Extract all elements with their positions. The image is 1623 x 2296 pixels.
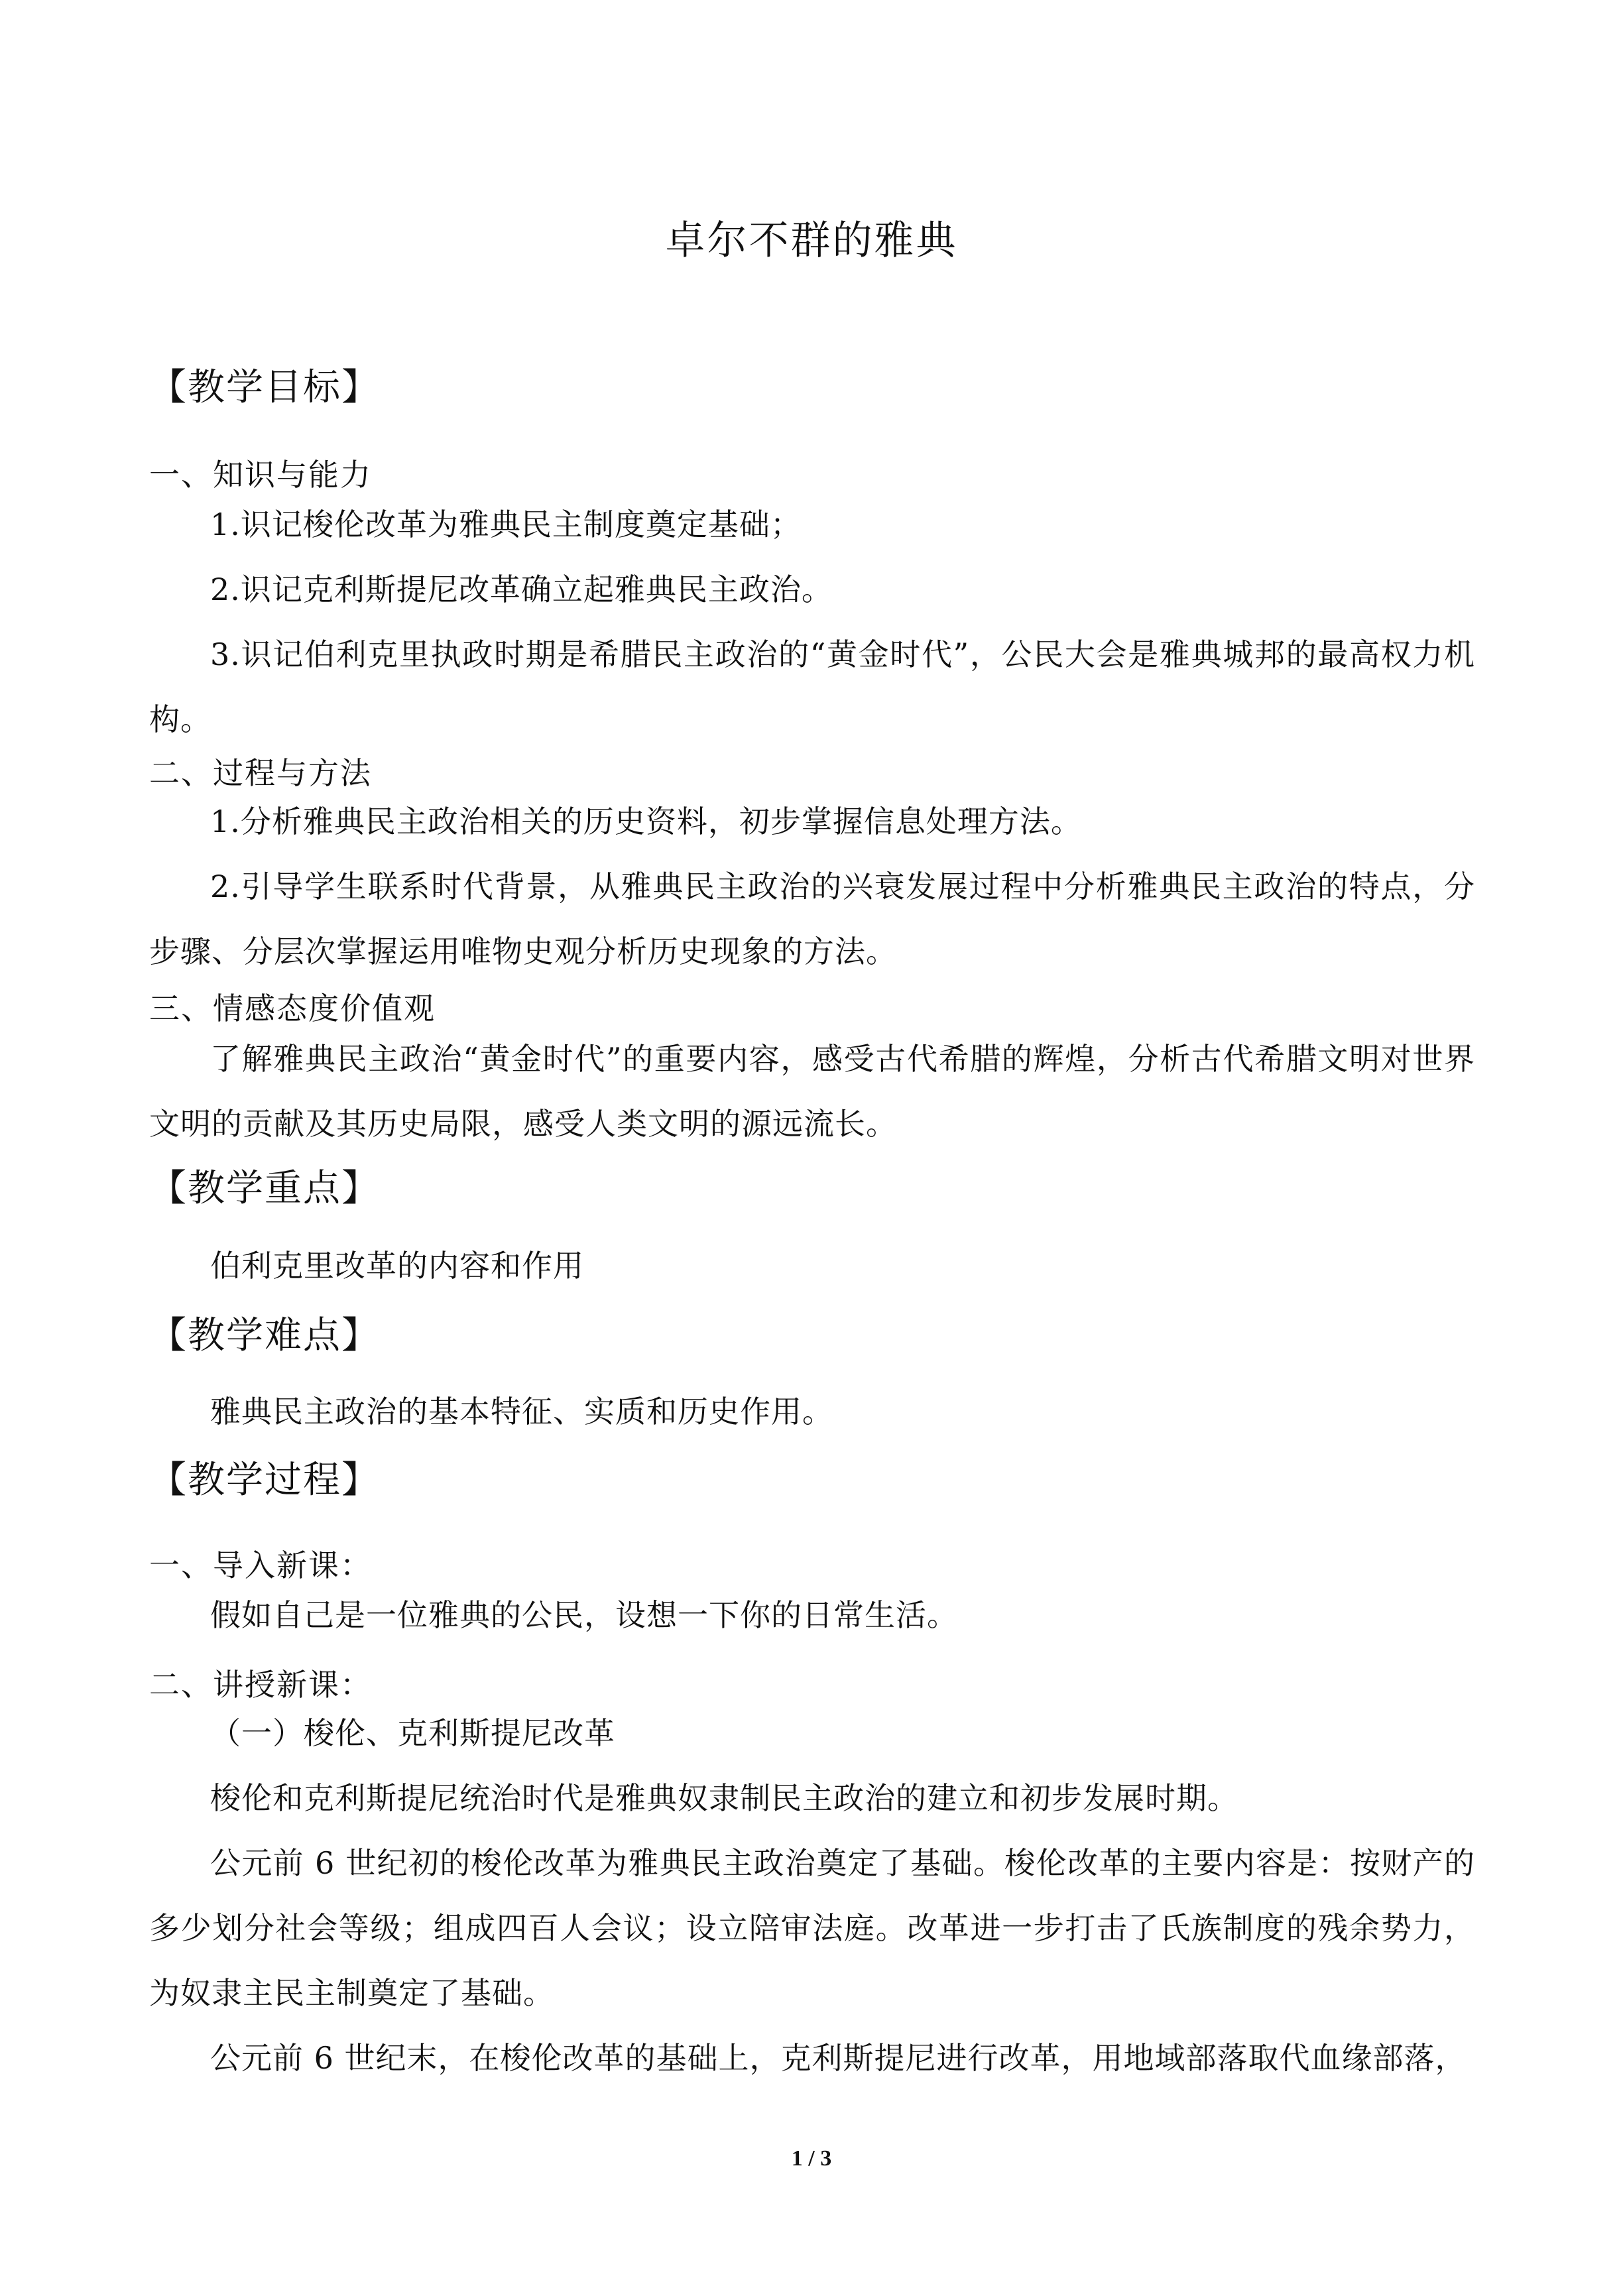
objectives-s1-item-1: 1.识记梭伦改革为雅典民主制度奠定基础； (210, 507, 802, 542)
heading-difficulties: 【教学难点】 (149, 1314, 380, 1357)
objectives-s2-item-2: 2.引导学生联系时代背景，从雅典民主政治的兴衰发展过程中分析雅典民主政治的特点，分步骤、分层次掌握运用唯物史观分析历史现象的方法。 (149, 869, 1475, 969)
objectives-s2-item-1: 1.分析雅典民主政治相关的历史资料，初步掌握信息处理方法。 (210, 804, 1082, 839)
key-points-text: 伯利克里改革的内容和作用 (210, 1248, 584, 1284)
process-paragraph-3: 公元前 6 世纪末，在梭伦改革的基础上，克利斯提尼进行改革，用地域部落取代血缘部落， (210, 2040, 1467, 2076)
process-paragraph-2: 公元前 6 世纪初的梭伦改革为雅典民主政治奠定了基础。梭伦改革的主要内容是：按财产的多少划分社会等级；组成四百人会议；设立陪审法庭。改革进一步打击了氏族制度的残余势力，为奴隶主民主制奠定了基础。 (149, 1845, 1475, 2011)
objectives-s3-item-1: 了解雅典民主政治“黄金时代”的重要内容，感受古代希腊的辉煌，分析古代希腊文明对世界文明的贡献及其历史局限，感受人类文明的源远流长。 (149, 1041, 1475, 1142)
heading-key-points: 【教学重点】 (149, 1167, 380, 1210)
process-subsection-1-title: （一）梭伦、克利斯提尼改革 (210, 1715, 615, 1751)
objectives-section-2-label: 二、过程与方法 (149, 755, 372, 791)
objectives-s1-item-2: 2.识记克利斯提尼改革确立起雅典民主政治。 (210, 572, 833, 607)
heading-objectives: 【教学目标】 (149, 366, 380, 409)
process-paragraph-1: 梭伦和克利斯提尼统治时代是雅典奴隶制民主政治的建立和初步发展时期。 (210, 1780, 1238, 1816)
process-section-1-label: 一、导入新课： (149, 1547, 372, 1583)
page-number: 1 / 3 (791, 2146, 832, 2171)
objectives-s1-item-3: 3.识记伯利克里执政时期是希腊民主政治的“黄金时代”，公民大会是雅典城邦的最高权力机构。 (149, 636, 1475, 737)
objectives-section-3-label: 三、情感态度价值观 (149, 991, 436, 1026)
process-intro-text: 假如自己是一位雅典的公民，设想一下你的日常生活。 (210, 1597, 958, 1633)
heading-process: 【教学过程】 (149, 1459, 380, 1502)
difficulties-text: 雅典民主政治的基本特征、实质和历史作用。 (210, 1394, 833, 1429)
process-section-2-label: 二、讲授新课： (149, 1667, 372, 1703)
objectives-section-1-label: 一、知识与能力 (149, 457, 372, 493)
page-title: 卓尔不群的雅典 (665, 217, 958, 264)
